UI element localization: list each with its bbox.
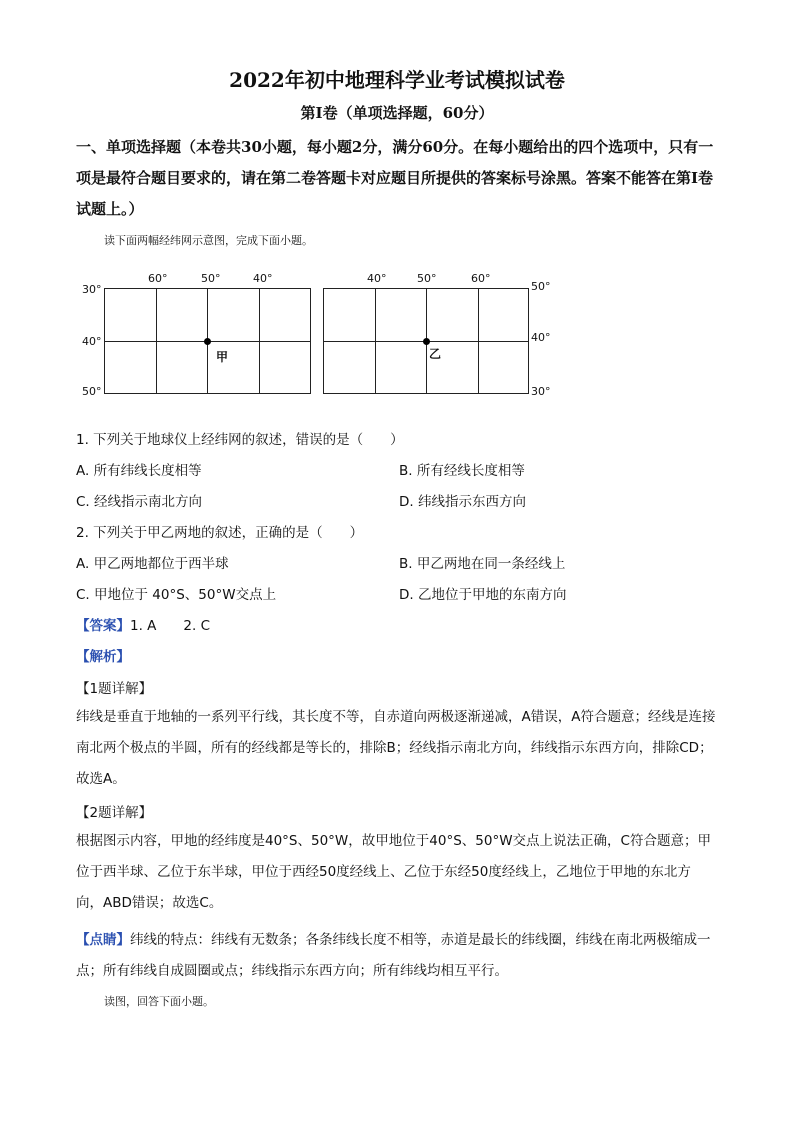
left-map-top-label: 60° [148,272,168,285]
answer-line [76,614,210,634]
right-map-top-label: 40° [367,272,387,285]
right-map-side-label: 50° [531,280,551,293]
question-2-option-a: A. 甲乙两地都位于西半球 [76,556,229,572]
question-2-option-c: C. 甲地位于 40°S、50°W交点上 [76,587,277,603]
question-2-stem: 2. 下列关于甲乙两地的叙述，正确的是（ ） [76,525,364,541]
detail-1-title: 【1题详解】 [76,681,153,697]
question-2-option-d: D. 乙地位于甲地的东南方向 [399,587,567,603]
detail-1-text: 纬线是垂直于地轴的一系列平行线，其长度不等，自赤道向两极逐渐递减，A错误，A符合题意；经线是连接南北两个极点的半圆，所有的经线都是等长的，排除B；经线指示南北方向，纬线指示东西方向，排除CD；故选A。 [76,709,716,787]
question-1-option-d: D. 纬线指示东西方向 [399,494,526,510]
point-jia-marker [204,338,211,345]
section-subtitle: 第Ⅰ卷（单项选择题，60分） [300,104,494,122]
question-1-stem: 1. 下列关于地球仪上经纬网的叙述，错误的是（ ） [76,432,404,448]
tip-tag: 【点睛】 [76,932,130,948]
right-map-side-label: 30° [531,385,551,398]
point-yi-marker [423,338,430,345]
tip-text: 纬线的特点：纬线有无数条；各条纬线长度不相等，赤道是最长的纬线圈，纬线在南北两极缩成一点；所有纬线自成圆圈或点；纬线指示东西方向；所有纬线均相互平行。 [76,932,711,979]
answer-tag: 【答案】 [76,618,130,634]
question-1-option-c: C. 经线指示南北方向 [76,494,203,510]
left-map-side-label: 50° [82,385,102,398]
right-map-side-label: 40° [531,331,551,344]
point-jia-label: 甲 [216,350,229,364]
right-map-top-label: 50° [417,272,437,285]
left-map-side-label: 40° [82,335,102,348]
question-1-option-b: B. 所有经线长度相等 [399,463,525,479]
point-yi-label: 乙 [429,347,442,361]
answer-text: 1. A 2. C [130,618,211,634]
page-title: 2022年初中地理科学业考试模拟试卷 [229,68,565,92]
left-map-side-label: 30° [82,283,102,296]
tip-paragraph [76,925,716,987]
analysis-tag: 【解析】 [76,649,130,665]
section-instructions: 一、单项选择题（本卷共30小题，每小题2分，满分60分。在每小题给出的四个选项中，只有一项是最符合题目要求的，请在第二卷答题卡对应题目所提供的答案标号涂黑。答案不能答在第Ⅰ卷试题上。） [76,138,714,218]
detail-2-text: 根据图示内容，甲地的经纬度是40°S、50°W，故甲地位于40°S、50°W交点上说法正确，C符合题意；甲位于西半球、乙位于东半球，甲位于西经50度经线上、乙位于东经50度经线上，乙地位于甲地的东北方向，ABD错误；故选C。 [76,833,711,911]
question-2-option-b: B. 甲乙两地在同一条经线上 [399,556,566,572]
right-map-top-label: 60° [471,272,491,285]
next-figure-intro: 读图，回答下面小题。 [104,995,214,1008]
figure-intro: 读下面两幅经纬网示意图，完成下面小题。 [104,234,313,247]
question-1-option-a: A. 所有纬线长度相等 [76,463,202,479]
detail-2-title: 【2题详解】 [76,805,153,821]
left-map-top-label: 50° [201,272,221,285]
left-map-top-label: 40° [253,272,273,285]
